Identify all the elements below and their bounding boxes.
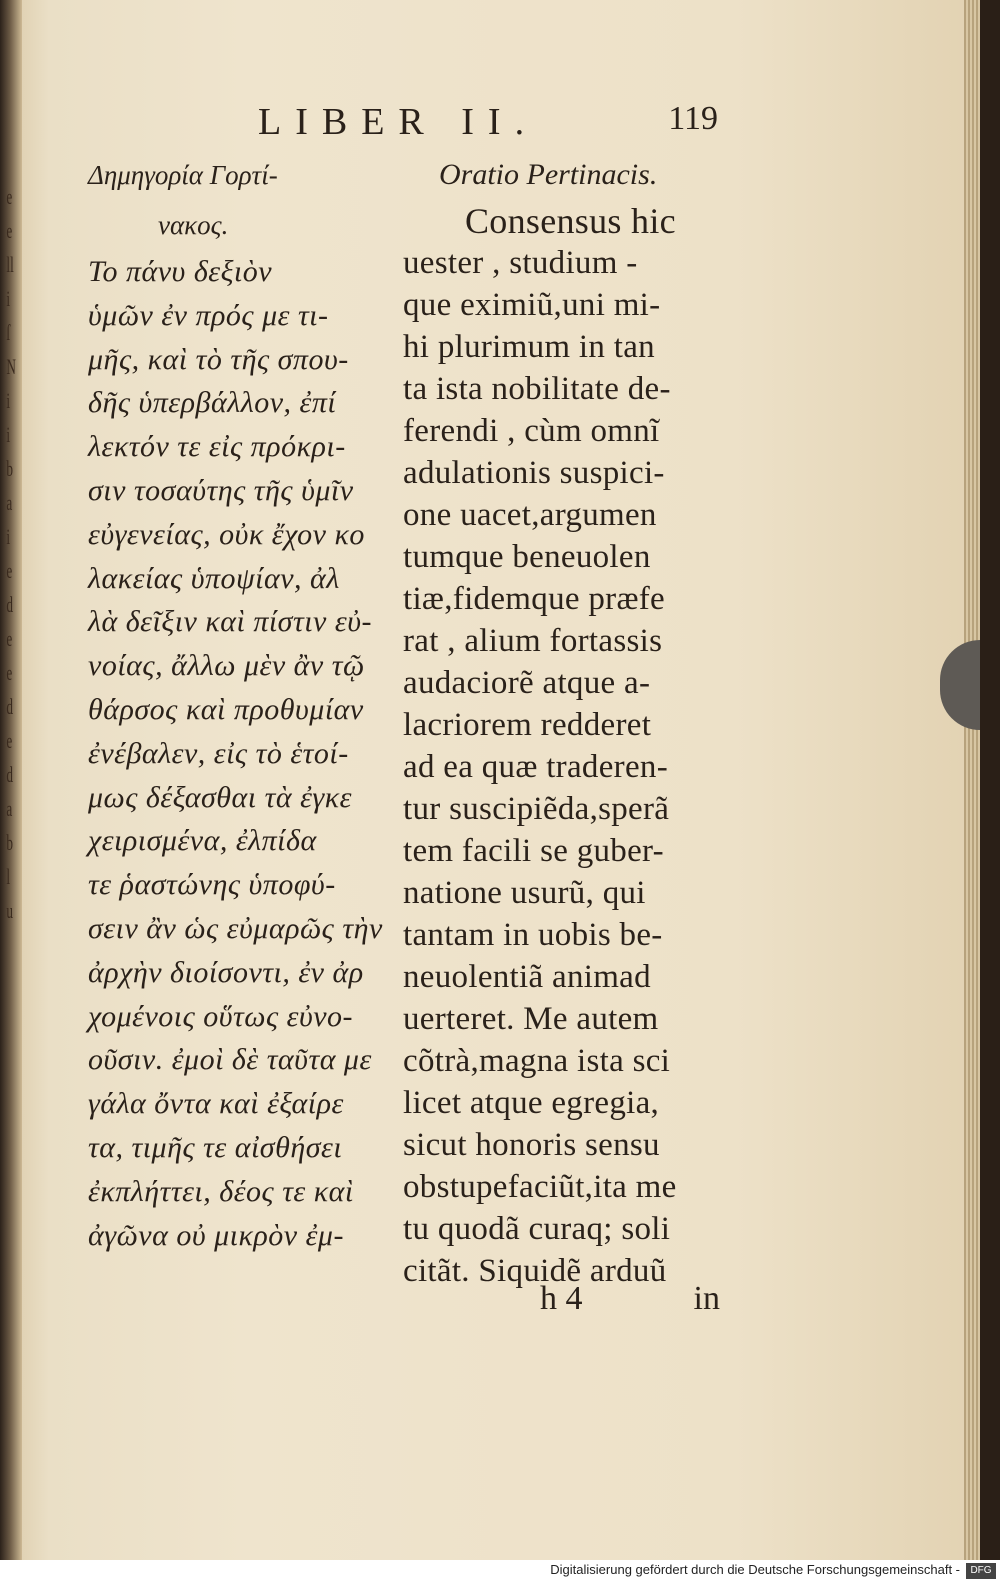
latin-text-line: tem facili se guber- — [403, 833, 664, 869]
latin-text-line: cõtrà,magna ista sci — [403, 1043, 671, 1079]
catchline — [540, 1280, 720, 1320]
previous-page-letter: e — [6, 660, 13, 685]
latin-text-line: citãt. Siquidẽ arduũ — [403, 1253, 667, 1289]
signature-mark: h 4 — [540, 1280, 583, 1317]
greek-title-line: νακος. — [158, 210, 229, 240]
greek-text-line: χομένοις οὕτως εὐνο- — [88, 999, 354, 1033]
previous-page-letter: i — [6, 422, 11, 447]
greek-text-line: τα, τιμῆς τε αἰσθήσει — [88, 1130, 343, 1164]
running-title: LIBER II. — [258, 101, 539, 143]
latin-text-line: que eximiũ,uni mi- — [403, 287, 661, 323]
previous-page-letter: d — [6, 592, 13, 617]
previous-page-letter: e — [6, 218, 13, 243]
latin-text-line: tiæ,fidemque præfe — [403, 581, 666, 617]
previous-page-letter: b — [6, 830, 13, 855]
previous-page-letter: d — [6, 762, 13, 787]
latin-text-line: tumque beneuolen — [403, 539, 651, 575]
latin-text-line: audaciorẽ atque a- — [403, 665, 651, 701]
latin-text-line: one uacet,argumen — [403, 497, 657, 533]
previous-page-letter: d — [6, 694, 13, 719]
previous-page-letter: e — [6, 558, 13, 583]
greek-text-line: δῆς ὑπερβάλλον, ἐπί — [88, 386, 337, 420]
previous-page-letter: i — [6, 388, 11, 413]
previous-page-letter: N — [6, 354, 16, 379]
latin-text-line: Consensus hic — [465, 201, 676, 241]
latin-text-line: obstupefaciũt,ita me — [403, 1169, 677, 1205]
folio-number: 119 — [668, 100, 718, 137]
previous-page-letter: i — [6, 286, 11, 311]
latin-text-line: tantam in uobis be- — [403, 917, 663, 953]
latin-column — [403, 150, 723, 1292]
latin-text-line: tur suscipiẽda,sperã — [403, 791, 670, 827]
funding-credit: Digitalisierung gefördert durch die Deutsche Forschungsgemeinschaft - — [550, 1562, 960, 1577]
greek-text-line: τε ῥαστώνης ὑποφύ- — [88, 868, 336, 902]
greek-text-line: χειρισμένα, ἐλπίδα — [88, 824, 317, 858]
previous-page-letter: a — [6, 796, 13, 821]
previous-page-letter: a — [6, 490, 13, 515]
greek-text-line: λακείας ὑποψίαν, ἀλ — [88, 561, 340, 595]
previous-page-letter: e — [6, 626, 13, 651]
latin-text-line: rat , alium fortassis — [403, 623, 663, 659]
greek-text-line: σιν τοσαύτης τῆς ὑμῖν — [88, 473, 354, 507]
greek-title-line: Δημηγορία Γορτί- — [88, 160, 278, 190]
previous-page-letter: u — [6, 898, 13, 923]
latin-text-line: natione usurũ, qui — [403, 875, 646, 911]
greek-column — [88, 150, 388, 1257]
greek-text-line: μῆς, καὶ τὸ τῆς σπου- — [88, 342, 349, 376]
greek-text-line: λὰ δεῖξιν καὶ πίστιν εὐ- — [88, 605, 372, 639]
latin-text-line: lacriorem redderet — [403, 707, 652, 743]
greek-text-line: ὑμῶν ἐν πρός με τι- — [88, 298, 329, 332]
latin-text-line: licet atque egregia, — [403, 1085, 660, 1121]
previous-page-letter: b — [6, 456, 13, 481]
running-header — [258, 100, 718, 143]
bookmark-tab — [940, 640, 980, 730]
greek-text-line: εὐγενείας, οὐκ ἔχον κο — [88, 517, 365, 551]
greek-text-line: ἀρχὴν διοίσοντι, ἐν ἀρ — [88, 955, 364, 989]
greek-text-line: ἀγῶνα οὐ μικρὸν ἐμ- — [88, 1218, 344, 1252]
latin-text-line: ferendi , cùm omnĩ — [403, 413, 660, 449]
previous-page-letter: e — [6, 184, 13, 209]
dfg-logo: DFG — [966, 1563, 996, 1579]
greek-text-line: οῦσιν. ἐμοὶ δὲ ταῦτα με — [88, 1043, 372, 1077]
latin-text-line: uerteret. Me autem — [403, 1001, 659, 1037]
latin-text-line: tu quodã curaq; soli — [403, 1211, 671, 1247]
latin-title: Oratio Pertinacis. — [439, 158, 658, 191]
latin-text-line: neuolentiã animad — [403, 959, 651, 995]
latin-text-line: hi plurimum in tan — [403, 329, 655, 365]
previous-page-letter: ll — [6, 252, 14, 277]
greek-text-line: ἐνέβαλεν, εἰς τὸ ἑτοί- — [88, 736, 349, 770]
previous-page-letter: l — [6, 864, 11, 889]
catchword: in — [693, 1280, 720, 1317]
page-edge — [964, 0, 980, 1560]
latin-text-line: adulationis suspici- — [403, 455, 665, 491]
credit-bar — [0, 1560, 1000, 1582]
latin-text-line: uester , studium - — [403, 245, 638, 281]
previous-page-fragments — [4, 180, 16, 928]
greek-text-line: νοίας, ἄλλω μὲν ἂν τῷ — [88, 649, 365, 683]
greek-text-line: λεκτόν τε εἰς πρόκρι- — [88, 430, 346, 464]
previous-page-letter: ſ — [6, 320, 11, 345]
previous-page-letter: e — [6, 728, 13, 753]
greek-text-line: ἐκπλήττει, δέος τε καὶ — [88, 1174, 354, 1208]
latin-text-line: ta ista nobilitate de- — [403, 371, 671, 407]
greek-text-line: μως δέξασθαι τὰ ἐγκε — [88, 780, 352, 814]
latin-text-line: sicut honoris sensu — [403, 1127, 660, 1163]
greek-text-line: θάρσος καὶ προθυμίαν — [88, 692, 364, 726]
greek-text-line: Το πάνυ δεξιὸν — [88, 255, 273, 288]
previous-page-letter: i — [6, 524, 11, 549]
greek-text-line: γάλα ὄντα καὶ ἐξαίρε — [88, 1087, 344, 1121]
greek-text-line: σειν ἂν ὡς εὐμαρῶς τὴν — [88, 911, 383, 945]
latin-text-line: ad ea quæ traderen- — [403, 749, 668, 785]
